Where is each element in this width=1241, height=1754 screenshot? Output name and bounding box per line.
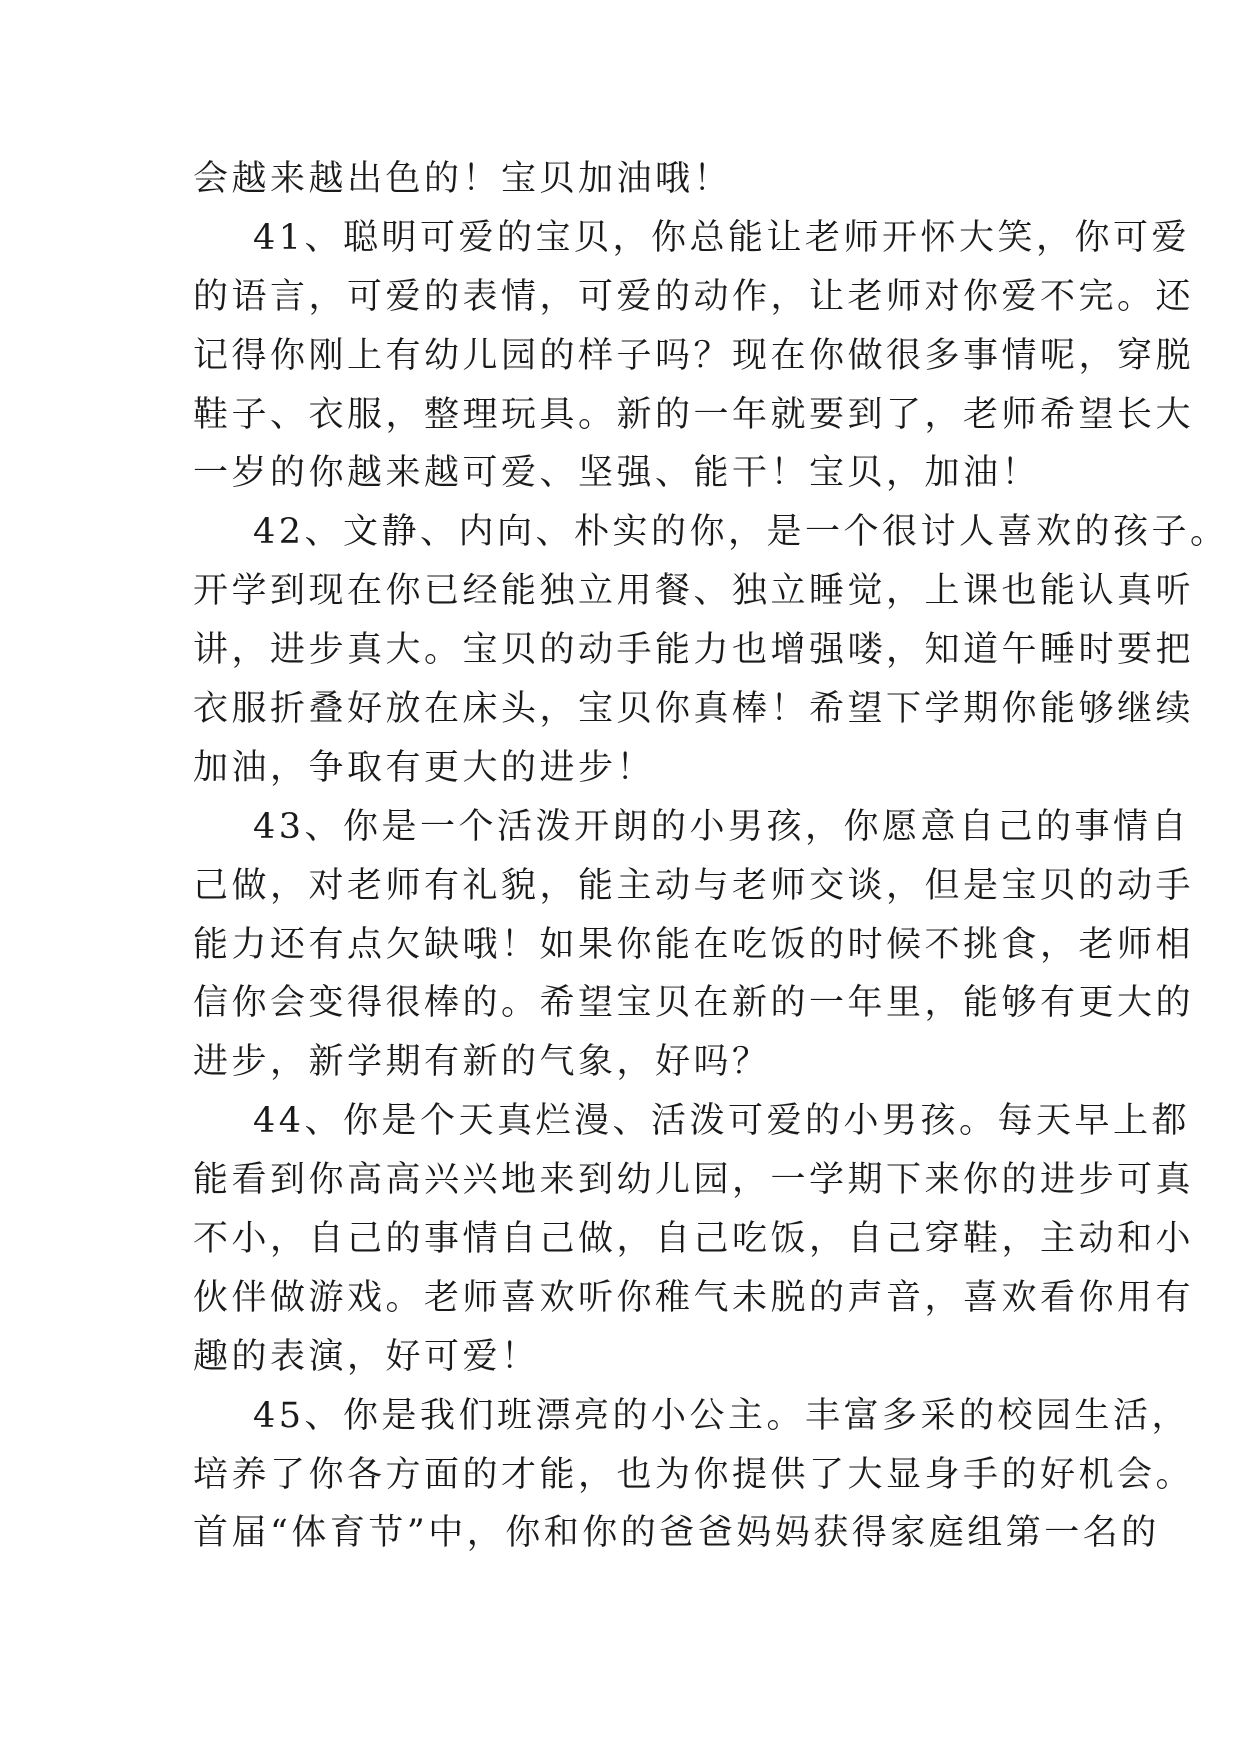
text-line: 45、你是我们班漂亮的小公主。丰富多采的校园生活， [253, 1395, 1191, 1436]
text-line: 加油，争取有更大的进步！ [193, 747, 656, 788]
text-line: 44、你是个天真烂漫、活泼可爱的小男孩。每天早上都 [253, 1101, 1191, 1142]
text-line: 伙伴做游戏。老师喜欢听你稚气未脱的声音，喜欢看你用有 [193, 1277, 1195, 1318]
text-line: 42、文静、内向、朴实的你，是一个很讨人喜欢的孩子。 [253, 512, 1229, 553]
text-line: 信你会变得很棒的。希望宝贝在新的一年里，能够有更大的 [193, 983, 1195, 1024]
text-line: 首届“体育节”中，你和你的爸爸妈妈获得家庭组第一名的 [193, 1513, 1160, 1554]
text-line: 培养了你各方面的才能，也为你提供了大显身手的好机会。 [193, 1454, 1195, 1495]
text-line: 能看到你高高兴兴地来到幼儿园，一学期下来你的进步可真 [193, 1160, 1195, 1201]
text-line: 趣的表演，好可爱！ [193, 1336, 540, 1377]
text-line: 41、聪明可爱的宝贝，你总能让老师开怀大笑，你可爱 [253, 217, 1191, 258]
text-line: 43、你是一个活泼开朗的小男孩，你愿意自己的事情自 [253, 806, 1191, 847]
text-line: 记得你刚上有幼儿园的样子吗？现在你做很多事情呢，穿脱 [193, 335, 1195, 376]
text-line: 鞋子、衣服，整理玩具。新的一年就要到了，老师希望长大 [193, 394, 1195, 435]
text-line: 能力还有点欠缺哦！如果你能在吃饭的时候不挑食，老师相 [193, 924, 1195, 965]
text-line: 一岁的你越来越可爱、坚强、能干！宝贝，加油！ [193, 453, 1041, 494]
document-body [193, 150, 1229, 1563]
text-line: 进步，新学期有新的气象，好吗？ [193, 1042, 771, 1083]
text-line: 己做，对老师有礼貌，能主动与老师交谈，但是宝贝的动手 [193, 865, 1195, 906]
text-line: 会越来越出色的！宝贝加油哦！ [193, 159, 733, 199]
text-line: 讲，进步真大。宝贝的动手能力也增强喽，知道午睡时要把 [193, 630, 1195, 671]
text-line: 的语言，可爱的表情，可爱的动作，让老师对你爱不完。还 [193, 276, 1195, 317]
text-line: 开学到现在你已经能独立用餐、独立睡觉，上课也能认真听 [193, 571, 1195, 612]
text-line: 衣服折叠好放在床头，宝贝你真棒！希望下学期你能够继续 [193, 689, 1195, 730]
text-line: 不小，自己的事情自己做，自己吃饭，自己穿鞋，主动和小 [193, 1219, 1195, 1260]
